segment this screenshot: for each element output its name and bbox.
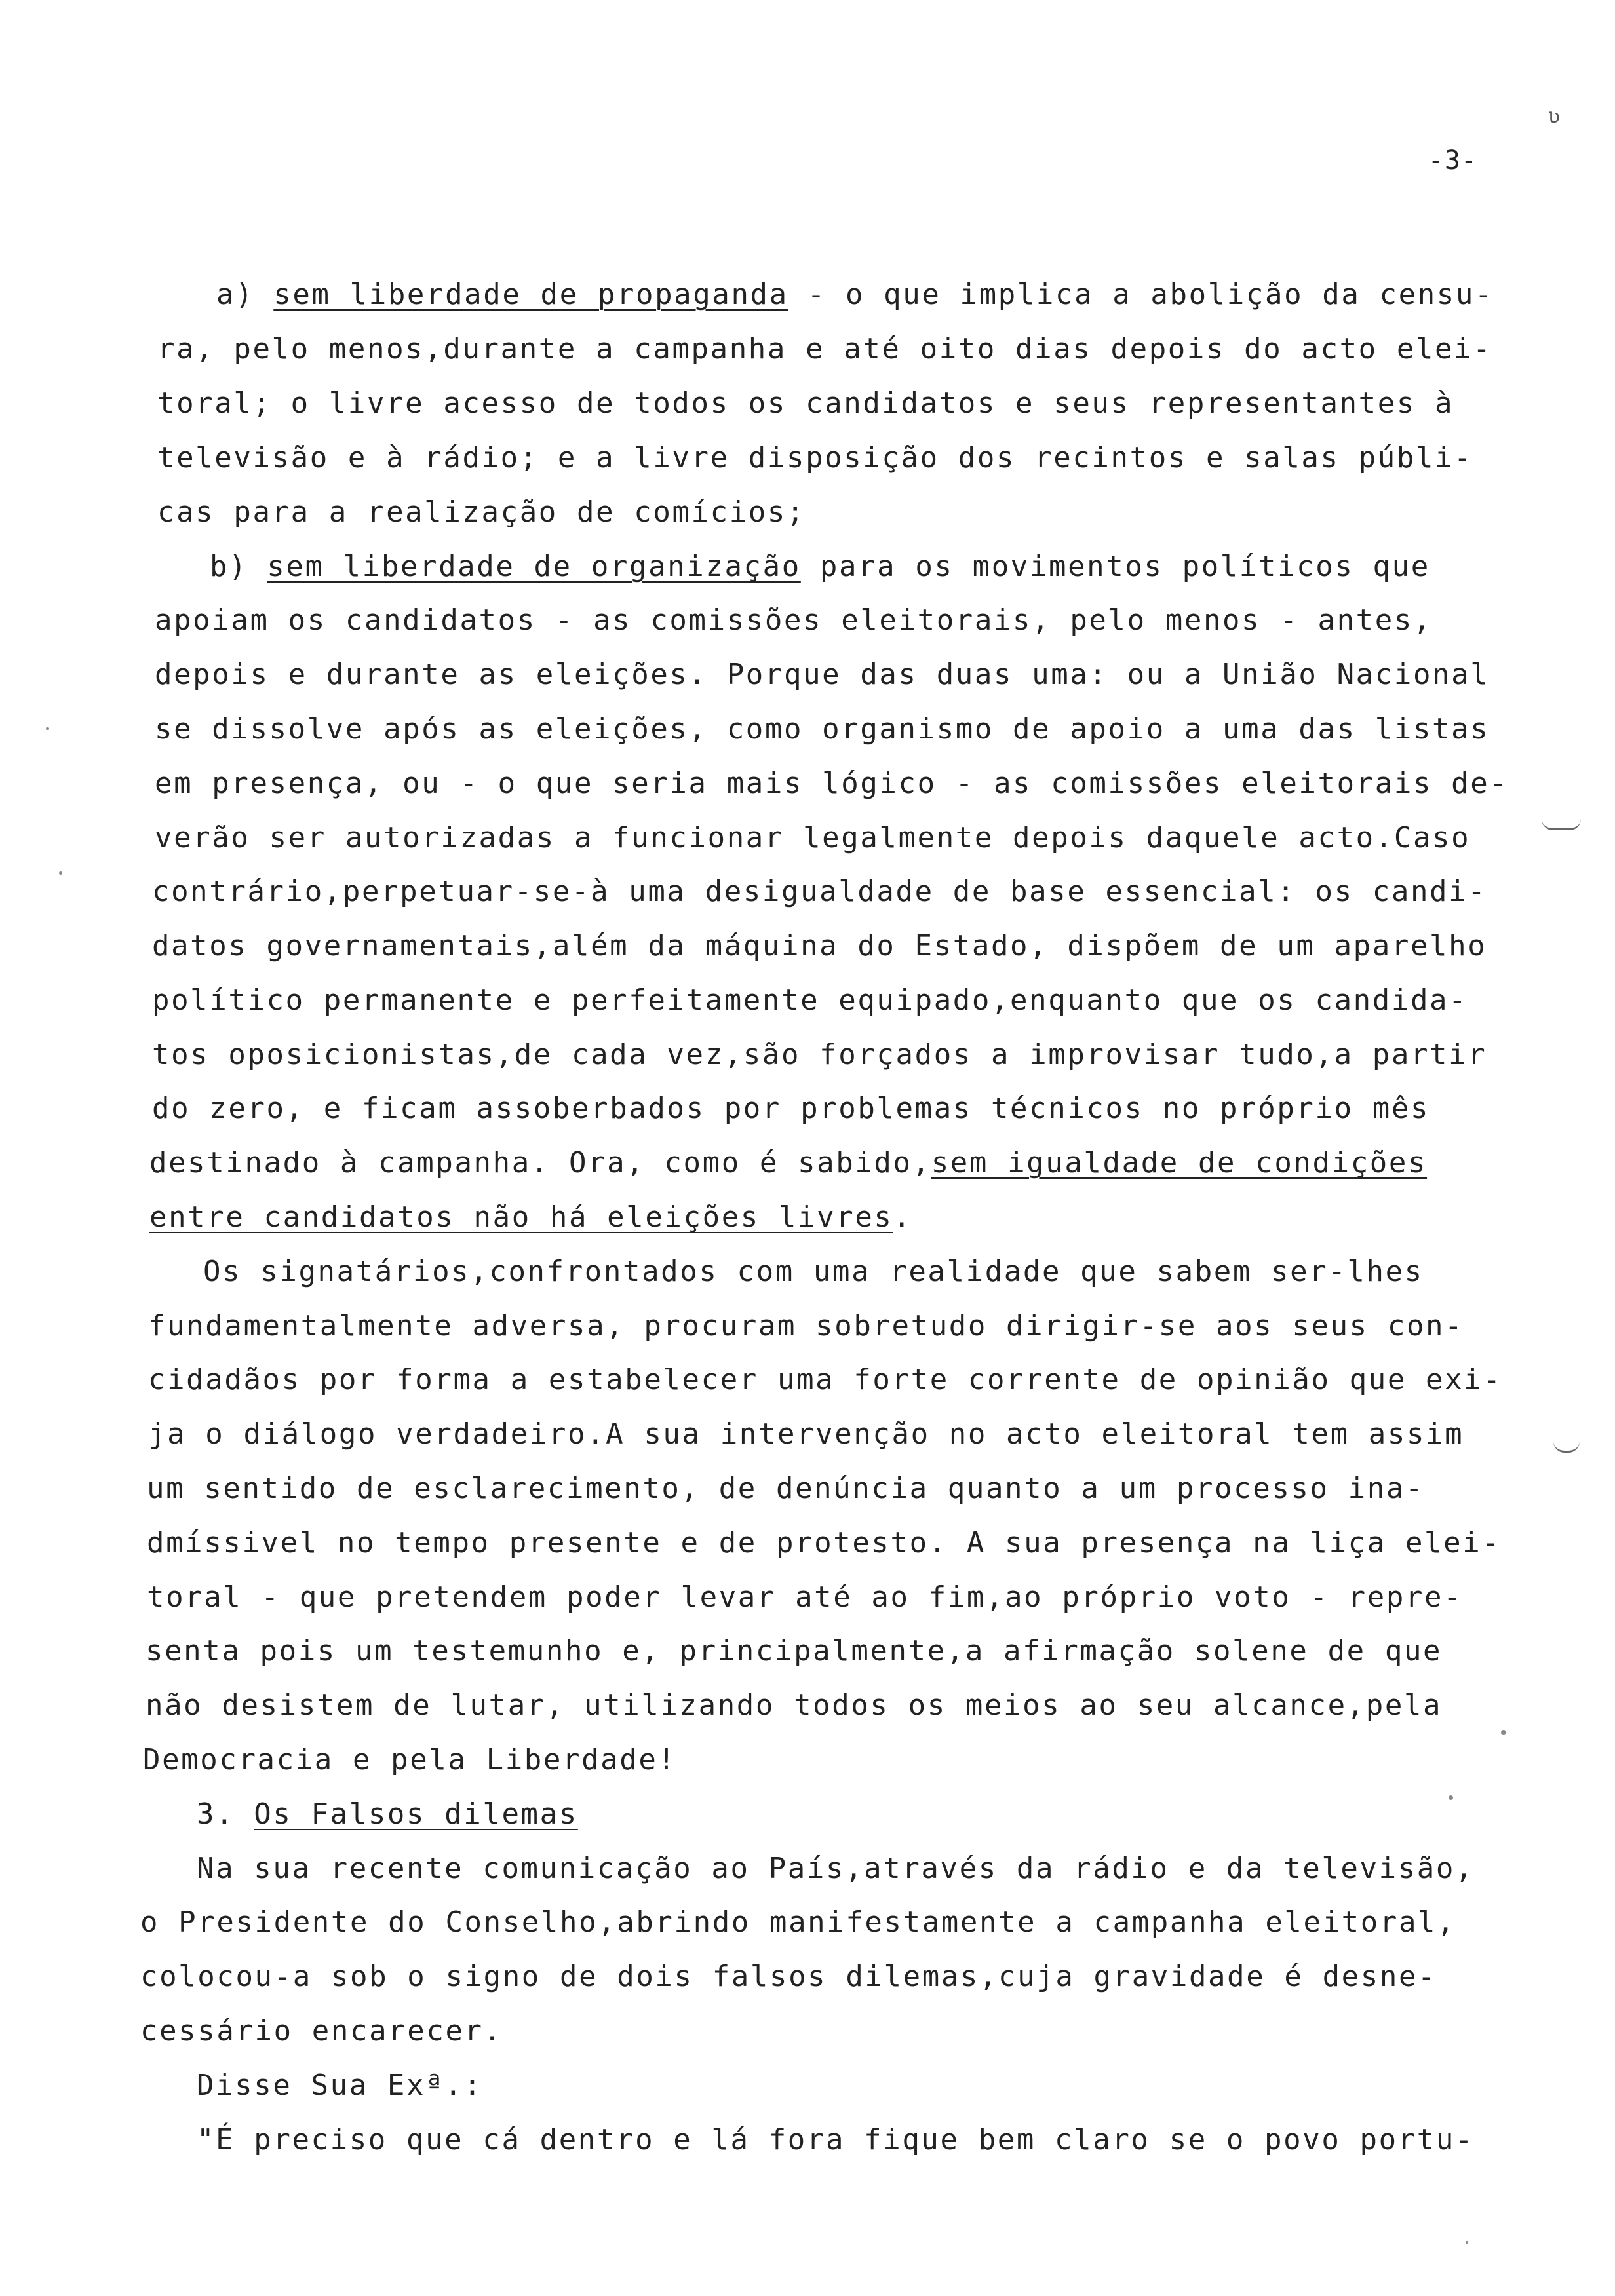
text-run: 3. <box>197 1797 254 1831</box>
text-run: toral - que pretendem poder levar até ao fim,ao próprio voto - repre- <box>147 1580 1463 1614</box>
scan-speck <box>1501 1730 1506 1735</box>
text-line <box>157 438 1473 478</box>
scan-speck <box>59 871 62 875</box>
text-run: não desistem de lutar, utilizando todos os meios ao seu alcance,pela <box>146 1689 1443 1722</box>
text-run: em presença, ou - o que seria mais lógico - as comissões eleitorais de- <box>155 767 1509 800</box>
text-run: cessário encarecer. <box>140 2014 503 2048</box>
text-run: - o que implica a abolição da censu- <box>788 278 1494 311</box>
text-line <box>155 710 1489 749</box>
text-run: Democracia e pela Liberdade! <box>143 1743 677 1776</box>
text-line <box>197 1849 1474 1888</box>
text-run: a) <box>216 278 274 311</box>
text-run: destinado à campanha. Ora, como é sabido, <box>149 1146 931 1179</box>
text-run: Na sua recente comunicação ao País,através da rádio e da televisão, <box>197 1852 1475 1885</box>
underlined-text: Os Falsos dilemas <box>254 1797 578 1831</box>
margin-scribble <box>1542 819 1581 830</box>
text-run: verão ser autorizadas a funcionar legalmente depois daquele acto.Caso <box>155 821 1471 854</box>
underlined-text: sem liberdade de organização <box>267 550 801 583</box>
text-run: contrário,perpetuar-se-à uma desigualdade de base essencial: os candi- <box>152 875 1487 908</box>
text-run: cas para a realização de comícios; <box>157 495 806 529</box>
text-line <box>155 818 1470 858</box>
text-run: colocou-a sob o signo de dois falsos dilemas,cuja gravidade é desne- <box>140 1960 1437 1993</box>
text-run: datos governamentais,além da máquina do Estado, dispõem de um aparelho <box>152 929 1487 963</box>
text-line <box>147 1523 1500 1563</box>
text-line <box>140 2012 503 2051</box>
scan-speck <box>1449 1795 1453 1800</box>
underlined-text: sem liberdade de propaganda <box>273 278 788 311</box>
text-line <box>140 1903 1456 1942</box>
underlined-text: sem igualdade de condições <box>931 1146 1428 1179</box>
text-run: apoiam os candidatos - as comissões eleitorais, pelo menos - antes, <box>155 603 1433 637</box>
text-line <box>146 1632 1442 1671</box>
text-line <box>155 601 1432 640</box>
text-line <box>147 1469 1424 1508</box>
text-line <box>197 2120 1474 2160</box>
text-line <box>152 1035 1487 1075</box>
text-run: "É preciso que cá dentro e lá fora fique bem claro se o povo portu- <box>197 2123 1475 2156</box>
text-run: cidadãos por forma a estabelecer uma forte corrente de opinião que exi- <box>148 1363 1502 1396</box>
text-run: Disse Sua Exª.: <box>197 2069 483 2102</box>
text-run: toral; o livre acesso de todos os candidatos e seus representantes à <box>157 387 1454 420</box>
scan-speck <box>1466 2241 1468 2244</box>
text-line <box>143 1740 677 1780</box>
text-line <box>155 764 1508 803</box>
text-run: o Presidente do Conselho,abrindo manifestamente a campanha eleitoral, <box>140 1905 1456 1939</box>
scan-speck <box>46 727 49 730</box>
section-heading <box>197 1795 578 1834</box>
text-line <box>157 384 1454 423</box>
text-line <box>155 655 1489 695</box>
text-line <box>149 1198 912 1237</box>
text-run: dmíssivel no tempo presente e de protesto. A sua presença na liça elei- <box>147 1526 1501 1559</box>
text-line <box>148 1415 1464 1454</box>
text-run: televisão e à rádio; e a livre disposição dos recintos e salas públi- <box>157 441 1473 474</box>
text-line <box>157 493 806 532</box>
text-line <box>152 872 1487 911</box>
text-line <box>152 927 1487 966</box>
text-run: Os signatários,confrontados com uma realidade que sabem ser-lhes <box>203 1255 1424 1288</box>
underlined-text: entre candidatos não há eleições livres <box>149 1200 893 1234</box>
text-run: ra, pelo menos,durante a campanha e até oito dias depois do acto elei- <box>157 332 1492 366</box>
text-line <box>216 275 1494 315</box>
text-run: fundamentalmente adversa, procuram sobretudo dirigir-se aos seus con- <box>148 1309 1464 1343</box>
text-run: um sentido de esclarecimento, de denúncia quanto a um processo ina- <box>147 1472 1425 1505</box>
text-run: ja o diálogo verdadeiro.A sua intervenção no acto eleitoral tem assim <box>148 1417 1464 1451</box>
text-run: para os movimentos políticos que <box>800 550 1430 583</box>
text-line <box>203 1252 1424 1292</box>
text-line <box>140 1957 1437 1997</box>
corner-mark: ʋ <box>1547 105 1560 128</box>
text-line <box>147 1578 1462 1617</box>
text-run: depois e durante as eleições. Porque das duas uma: ou a União Nacional <box>155 658 1490 691</box>
text-run: senta pois um testemunho e, principalmente,a afirmação solene de que <box>146 1634 1443 1668</box>
text-line <box>146 1686 1442 1725</box>
text-line <box>148 1307 1464 1346</box>
text-run: se dissolve após as eleições, como organismo de apoio a uma das listas <box>155 712 1490 746</box>
text-run: do zero, e ficam assoberbados por problemas técnicos no próprio mês <box>152 1092 1430 1125</box>
text-line <box>210 547 1430 586</box>
page-number: -3- <box>1428 145 1477 176</box>
text-line <box>149 1143 1427 1183</box>
text-run: b) <box>210 550 267 583</box>
text-line <box>152 1089 1430 1128</box>
text-line <box>157 330 1492 369</box>
text-run: . <box>893 1200 912 1234</box>
text-line <box>197 2066 482 2105</box>
text-line <box>148 1360 1502 1400</box>
text-line <box>152 981 1468 1020</box>
margin-scribble <box>1553 1442 1580 1453</box>
text-run: tos oposicionistas,de cada vez,são forçados a improvisar tudo,a partir <box>152 1038 1487 1071</box>
text-run: político permanente e perfeitamente equipado,enquanto que os candida- <box>152 984 1468 1017</box>
